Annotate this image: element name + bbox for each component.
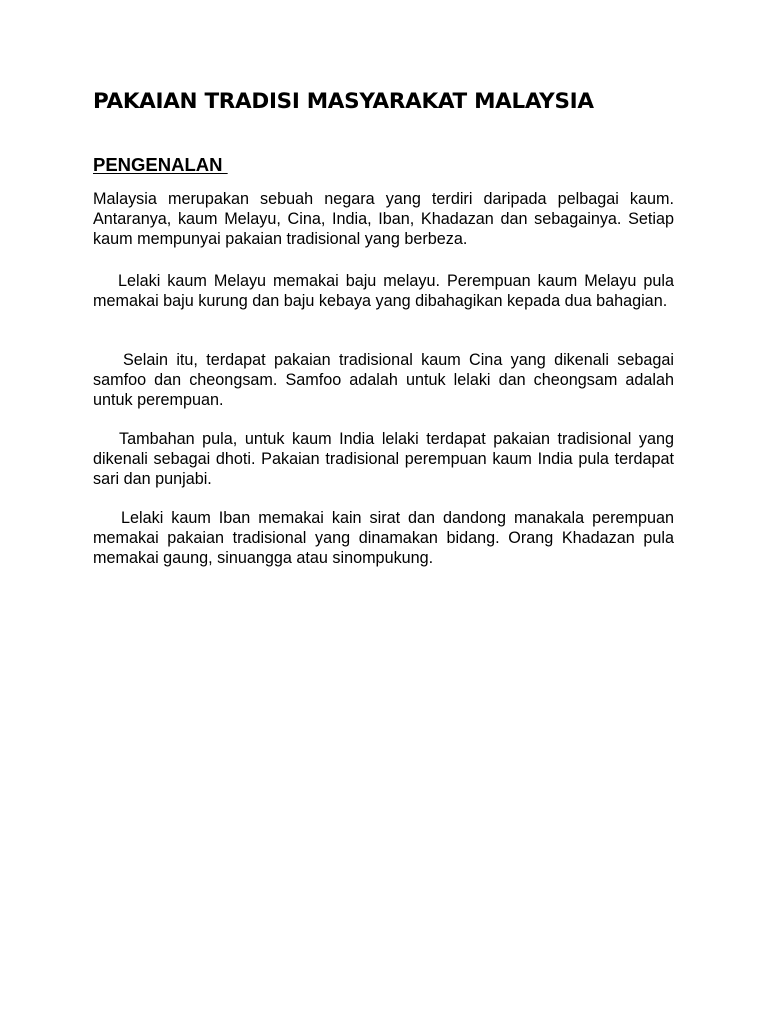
section-heading: PENGENALAN (93, 154, 228, 175)
paragraph-melayu: Lelaki kaum Melayu memakai baju melayu. Perempuan kaum Melayu pula memakai baju kurung dan baju kebaya yang dibahagikan kepada dua bahagian. (93, 272, 674, 310)
paragraph-cina: Selain itu, terdapat pakaian tradisional kaum Cina yang dikenali sebagai samfoo dan cheongsam. Samfoo adalah untuk lelaki dan cheongsam adalah untuk perempuan. (93, 351, 674, 409)
paragraph-introduction: Malaysia merupakan sebuah negara yang terdiri daripada pelbagai kaum. Antaranya, kaum Melayu, Cina, India, Iban, Khadazan dan sebagainya. Setiap kaum mempunyai pakaian tradisional yang berbeza. (93, 190, 674, 248)
document-title: PAKAIAN TRADISI MASYARAKAT MALAYSIA (93, 89, 594, 114)
paragraph-india: Tambahan pula, untuk kaum India lelaki terdapat pakaian tradisional yang dikenali sebagai dhoti. Pakaian tradisional perempuan kaum India pula terdapat sari dan punjabi. (93, 430, 674, 488)
paragraph-iban-khadazan: Lelaki kaum Iban memakai kain sirat dan dandong manakala perempuan memakai pakaian tradisional yang dinamakan bidang. Orang Khadazan pula memakai gaung, sinuangga atau sinompukung. (93, 509, 674, 567)
